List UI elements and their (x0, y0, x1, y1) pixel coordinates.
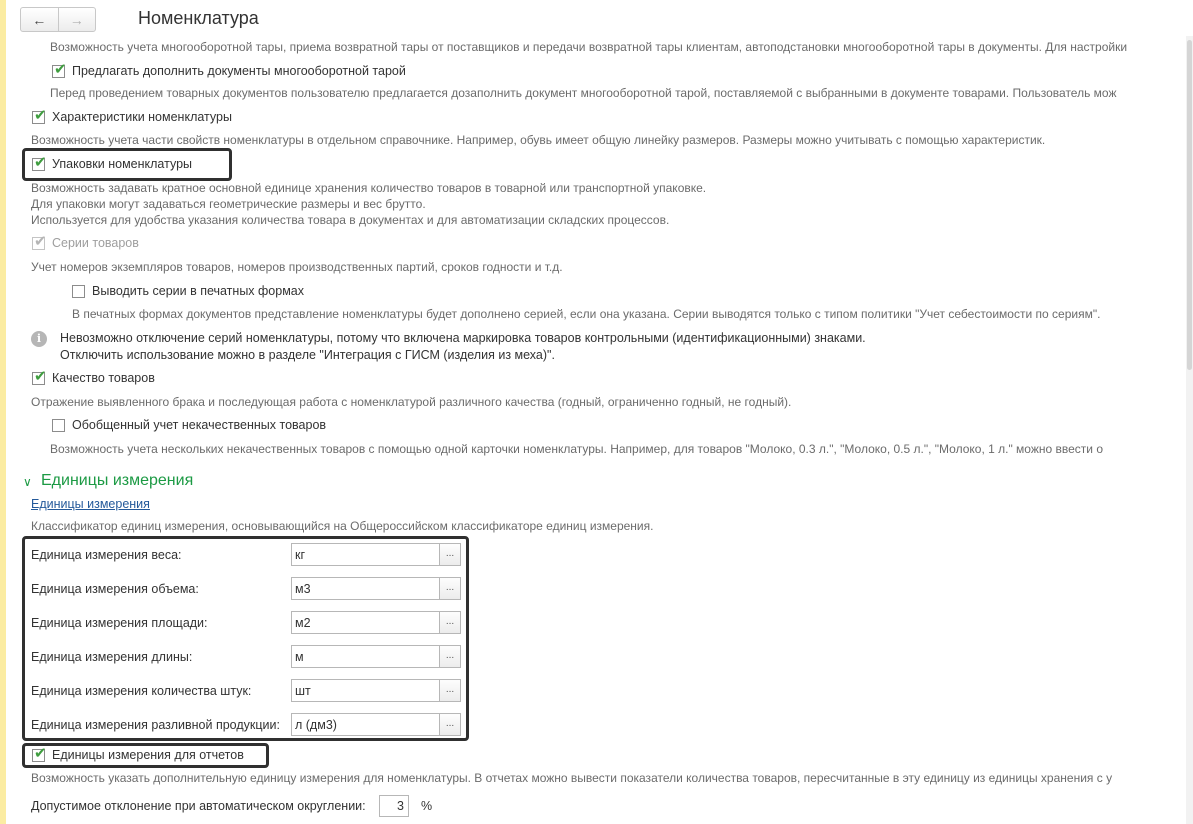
collapse-chevron-icon[interactable]: ∨ (23, 475, 32, 489)
returnable-packaging-description: Возможность учета многооборотной тары, приема возвратной тары от поставщиков и передачи возвратной тары клиентам, автоподстановки многооборотной тары в документы. Для настройки (50, 40, 1128, 54)
offer-fill-label[interactable]: Предлагать дополнить документы многооборотной тарой (72, 64, 406, 78)
characteristics-checkbox[interactable] (32, 107, 47, 124)
unit-bulk-input[interactable] (291, 713, 461, 736)
unit-length-value: м (295, 650, 304, 664)
unit-bulk-label: Единица измерения разливной продукции: (31, 718, 280, 732)
select-button[interactable]: ... (439, 578, 460, 599)
checkmark-icon: ✔ (34, 368, 47, 385)
unit-volume-input[interactable] (291, 577, 461, 600)
series-label[interactable]: Серии товаров (52, 236, 139, 250)
select-button[interactable]: ... (439, 612, 460, 633)
print-forms-checkbox[interactable] (72, 285, 85, 298)
unit-count-input[interactable] (291, 679, 461, 702)
packaging-description-line: Для упаковки могут задаваться геометрические размеры и вес брутто. (31, 197, 426, 211)
quality-description: Отражение выявленного брака и последующая работа с номенклатурой различного качества (годный, ограниченно годный, не годный). (31, 395, 792, 409)
unit-weight-label: Единица измерения веса: (31, 548, 182, 562)
unit-area-label: Единица измерения площади: (31, 616, 208, 630)
series-notice-line: Невозможно отключение серий номенклатуры, потому что включена маркировка товаров контрольными (идентификационными) знаками. (60, 331, 866, 345)
checkmark-icon: ✔ (54, 61, 67, 78)
rounding-input[interactable] (379, 795, 409, 817)
checkmark-icon: ✔ (34, 154, 47, 171)
navigation-buttons (20, 7, 96, 32)
packaging-checkbox[interactable] (32, 154, 47, 171)
generalized-quality-label[interactable]: Обобщенный учет некачественных товаров (72, 418, 327, 432)
report-units-checkbox[interactable] (32, 745, 47, 762)
quality-checkbox[interactable] (32, 368, 47, 385)
unit-length-label: Единица измерения длины: (31, 650, 193, 664)
select-button[interactable]: ... (439, 544, 460, 565)
scrollbar-thumb[interactable] (1187, 40, 1192, 370)
unit-weight-input[interactable] (291, 543, 461, 566)
series-description: Учет номеров экземпляров товаров, номеров производственных партий, сроков годности и т.д. (31, 260, 563, 274)
quality-label[interactable]: Качество товаров (52, 371, 155, 385)
series-notice-line: Отключить использование можно в разделе "Интеграция с ГИСМ (изделия из меха)". (60, 348, 555, 362)
offer-fill-checkbox[interactable] (52, 61, 67, 78)
checkmark-icon: ✔ (34, 745, 47, 762)
offer-fill-description: Перед проведением товарных документов пользователю предлагается дозаполнить документ многооборотной тарой, поставляемой с выбранными в документе товарами. Пользователь мож (50, 86, 1117, 100)
rounding-percent-unit: % (421, 799, 433, 813)
generalized-quality-checkbox[interactable] (52, 419, 65, 432)
rounding-label: Допустимое отклонение при автоматическом округлении: (31, 799, 366, 813)
select-button[interactable]: ... (439, 714, 460, 735)
back-arrow-icon: ← (32, 11, 47, 28)
series-checkbox[interactable] (32, 233, 47, 250)
forward-button[interactable] (59, 8, 96, 31)
packaging-description-line: Используется для удобства указания количества товара в документах и для автоматизации складских процессов. (31, 213, 670, 227)
packaging-label[interactable]: Упаковки номенклатуры (52, 157, 193, 171)
select-button[interactable]: ... (439, 680, 460, 701)
unit-weight-value: кг (295, 548, 306, 562)
units-highlight-frame (22, 536, 469, 741)
characteristics-label[interactable]: Характеристики номенклатуры (52, 110, 232, 124)
generalized-quality-description: Возможность учета нескольких некачественных товаров с помощью одной карточки номенклатуры. Например, для товаров "Молоко, 0.3 л.", "Молоко, 0.5 л.", "Молоко, 1 л." можно ввести о (50, 442, 1103, 456)
info-icon: i (31, 331, 47, 347)
unit-length-input[interactable] (291, 645, 461, 668)
report-units-description: Возможность указать дополнительную единицу измерения для номенклатуры. В отчетах можно вывести показатели количества товаров, пересчитанные в эту единицу из единицы хранения с у (31, 771, 1113, 785)
packaging-description-line: Возможность задавать кратное основной единице хранения количество товаров в товарной или транспортной упаковке. (31, 181, 707, 195)
print-forms-label[interactable]: Выводить серии в печатных формах (92, 284, 305, 298)
characteristics-description: Возможность учета части свойств номенклатуры в отдельном справочнике. Например, обувь имеет общую линейку размеров. Размеры можно учитывать с помощью характеристик. (31, 133, 1046, 147)
unit-area-input[interactable] (291, 611, 461, 634)
units-section-title[interactable]: Единицы измерения (41, 472, 194, 489)
select-button[interactable]: ... (439, 646, 460, 667)
page-title: Номенклатура (138, 8, 259, 28)
rounding-value: 3 (397, 799, 404, 813)
unit-bulk-value: л (дм3) (295, 718, 337, 732)
back-button[interactable] (21, 8, 58, 31)
units-description: Классификатор единиц измерения, основывающийся на Общероссийском классификаторе единиц измерения. (31, 519, 654, 533)
checkmark-icon: ✔ (34, 233, 47, 250)
checkmark-icon: ✔ (34, 107, 47, 124)
vertical-scrollbar[interactable] (1186, 36, 1193, 824)
unit-volume-label: Единица измерения объема: (31, 582, 199, 596)
unit-count-value: шт (295, 684, 311, 698)
unit-area-value: м2 (295, 616, 311, 630)
unit-count-label: Единица измерения количества штук: (31, 684, 252, 698)
forward-arrow-icon: → (69, 11, 84, 28)
unit-volume-value: м3 (295, 582, 311, 596)
left-accent-stripe (0, 0, 6, 824)
report-units-label[interactable]: Единицы измерения для отчетов (52, 748, 244, 762)
print-forms-description: В печатных формах документов представление номенклатуры будет дополнено серией, если она указана. Серии выводятся только с типом политики "Учет себестоимости по сериям". (72, 307, 1101, 321)
units-link[interactable]: Единицы измерения (31, 497, 150, 511)
